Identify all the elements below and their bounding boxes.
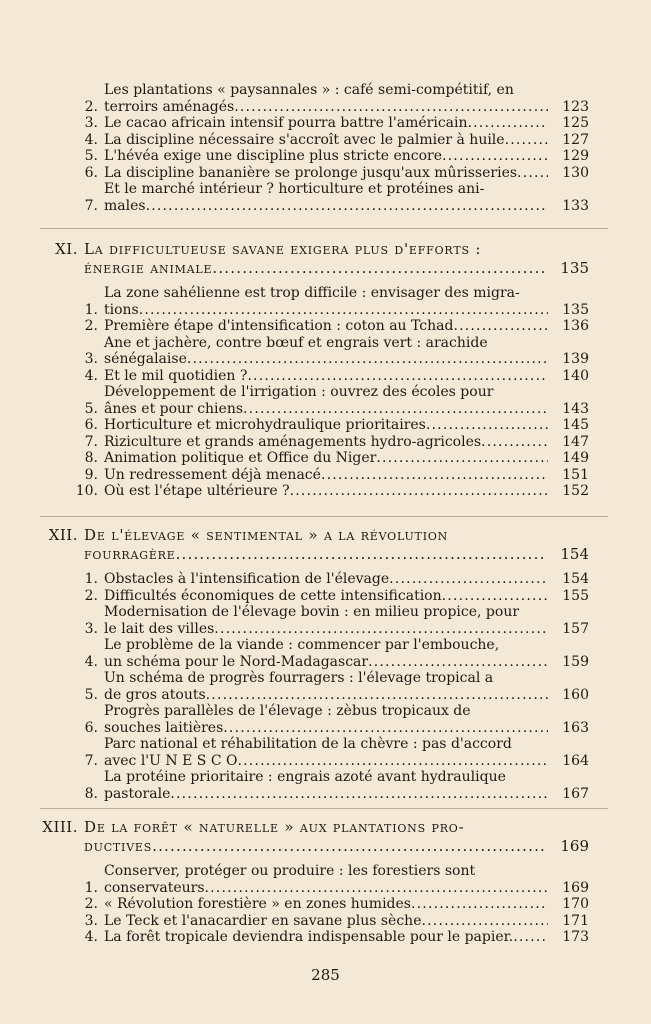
toc-entry-row [0, 115, 651, 132]
entry-number: 3. [84, 620, 98, 637]
chapter-title-line-2-text: énergie animale [84, 259, 213, 277]
toc-entry [0, 467, 651, 484]
chapter-page: 169 [560, 837, 589, 855]
entry-page: 170 [562, 896, 589, 912]
entry-line-1 [104, 896, 548, 913]
entry-line-2 [104, 351, 548, 368]
entry-page: 171 [562, 912, 589, 929]
entry-line-1-text: Et le mil quotidien ? [104, 367, 248, 384]
chapter-page: 154 [560, 545, 589, 563]
entry-line-1: Développement de l'irrigation : ouvrez des écoles pour [104, 384, 494, 400]
entry-text [104, 132, 548, 149]
toc-entry-row [0, 148, 651, 165]
toc-entry [0, 588, 651, 605]
toc-entry-row [0, 769, 651, 802]
toc-entry-row [0, 670, 651, 703]
dot-leader [237, 753, 548, 770]
entry-page: 135 [562, 301, 589, 318]
entry-text [104, 670, 548, 703]
dot-leader [206, 687, 548, 704]
entry-line-1 [104, 450, 548, 467]
dot-leader [421, 913, 548, 930]
entry-page: 155 [562, 587, 589, 604]
entry-number: 2. [84, 98, 98, 115]
toc-entry-row [0, 736, 651, 769]
entry-text [104, 450, 548, 467]
entry-page: 159 [562, 653, 589, 670]
dot-leader [411, 896, 548, 913]
entry-line-2-text: sénégalaise [104, 351, 187, 367]
entry-line-1-text: La forêt tropicale deviendra indispensable pour le papier. [104, 929, 514, 945]
toc-entry [0, 670, 651, 703]
toc-entry [0, 368, 651, 385]
entry-text [104, 181, 548, 214]
chapter-title-line-2 [84, 837, 546, 856]
entry-page: 143 [562, 400, 589, 417]
entry-line-1 [104, 165, 548, 182]
chapter-number: XIII. [42, 818, 78, 836]
entry-page: 130 [562, 164, 589, 181]
entry-line-2-text: tions [104, 301, 139, 318]
entry-page: 145 [562, 417, 589, 433]
toc-entry [0, 318, 651, 335]
chapter-heading-inner [0, 240, 651, 278]
entry-text [104, 335, 548, 368]
chapter-title-line-2-text: fourragère [84, 545, 176, 563]
toc-entry-row [0, 335, 651, 368]
entry-line-1 [104, 368, 548, 385]
entry-line-1-text: « Révolution forestière » en zones humides [104, 896, 411, 912]
entry-line-1 [104, 588, 548, 605]
entry-line-2-text: le lait des villes [104, 620, 215, 637]
toc-entry-row [0, 588, 651, 605]
entry-line-1-text: Première étape d'intensification : coton au Tchad [104, 318, 454, 334]
entry-number: 6. [84, 417, 98, 433]
entry-page: 127 [562, 131, 589, 148]
entry-page: 147 [562, 433, 589, 450]
dot-leader [234, 99, 548, 116]
entry-line-1: Les plantations « paysannales » : café semi-compétitif, en [104, 82, 514, 98]
toc-entry [0, 896, 651, 913]
entry-page: 136 [562, 318, 589, 334]
dot-leader [146, 198, 548, 215]
entry-line-1-text: L'hévéa exige une discipline plus stricte encore [104, 148, 442, 164]
entry-line-2-text: males [104, 197, 146, 214]
dot-leader [505, 132, 548, 149]
entry-line-2 [104, 621, 548, 638]
entry-line-1-text: Obstacles à l'intensification de l'élevage [104, 571, 390, 587]
toc-entry [0, 913, 651, 930]
entry-line-2-text: terroirs aménagés [104, 98, 235, 115]
toc-entry-row [0, 483, 651, 500]
entry-line-1 [104, 467, 548, 484]
entry-text [104, 318, 548, 335]
entry-page: 167 [562, 785, 589, 802]
toc-entry [0, 450, 651, 467]
dot-leader [442, 148, 548, 165]
dot-leader [176, 545, 546, 564]
entry-page: 133 [562, 197, 589, 214]
entry-line-2 [104, 880, 548, 897]
toc-entry-row [0, 368, 651, 385]
toc-entry-row [0, 82, 651, 115]
entry-number: 6. [84, 719, 98, 736]
entry-number: 7. [84, 197, 98, 214]
toc-entry [0, 637, 651, 670]
toc-entry [0, 703, 651, 736]
entry-text [104, 434, 548, 451]
entry-line-1 [104, 434, 548, 451]
toc-entry-row [0, 863, 651, 896]
toc-entry-row [0, 604, 651, 637]
toc-entry-row [0, 703, 651, 736]
toc-entry [0, 132, 651, 149]
entry-text [104, 863, 548, 896]
toc-entry-row [0, 896, 651, 913]
entry-number: 4. [84, 367, 98, 384]
chapter-title-line-1: De la forêt « naturelle » aux plantations pro- [84, 818, 465, 836]
entry-number: 3. [84, 912, 98, 929]
dot-leader [481, 434, 548, 451]
section-divider [40, 228, 608, 229]
entry-page: 125 [562, 115, 589, 131]
entry-line-2 [104, 401, 548, 418]
toc-entry [0, 285, 651, 318]
toc-entry [0, 384, 651, 417]
entry-page: 157 [562, 620, 589, 637]
entry-text [104, 368, 548, 385]
toc-entry-row [0, 165, 651, 182]
entry-page: 173 [562, 929, 589, 945]
dot-leader [139, 302, 548, 319]
entry-number: 10. [75, 483, 98, 499]
entry-text [104, 417, 548, 434]
entry-line-1 [104, 571, 548, 588]
chapter-title-line-2-text: ductives [84, 837, 153, 855]
entry-number: 5. [84, 400, 98, 417]
entry-number: 2. [84, 318, 98, 334]
dot-leader [513, 929, 548, 946]
toc-entry-row [0, 181, 651, 214]
entry-line-1-text: Où est l'étape ultérieure ? [104, 483, 290, 499]
entry-text [104, 384, 548, 417]
entry-line-2 [104, 720, 548, 737]
entry-text [104, 82, 548, 115]
entry-line-1: La zone sahélienne est trop difficile : envisager des migra- [104, 285, 520, 301]
chapter-title [84, 240, 546, 278]
toc-entry-row [0, 929, 651, 946]
entry-line-1-text: Riziculture et grands aménagements hydro-agricoles [104, 433, 482, 450]
entry-line-1 [104, 318, 548, 335]
entry-number: 5. [84, 686, 98, 703]
toc-entry-row [0, 417, 651, 434]
entry-page: 151 [562, 466, 589, 483]
entry-line-1-text: Un redressement déjà menacé [104, 466, 321, 483]
dot-leader [453, 318, 548, 335]
entry-line-2 [104, 99, 548, 116]
entry-line-1-text: Horticulture et microhydraulique prioritaires [104, 417, 426, 433]
entry-line-2-text: avec l'U N E S C O [104, 752, 238, 769]
dot-leader [223, 720, 548, 737]
entry-text [104, 588, 548, 605]
entry-page: 163 [562, 719, 589, 736]
entry-number: 3. [84, 351, 98, 367]
entry-number: 5. [84, 148, 98, 164]
entry-page: 169 [562, 879, 589, 896]
chapter-heading-inner [0, 526, 651, 564]
toc-entry-row [0, 913, 651, 930]
entry-page: 129 [562, 148, 589, 164]
dot-leader [212, 259, 546, 278]
entry-line-2 [104, 687, 548, 704]
entry-line-2-text: un schéma pour le Nord-Madagascar [104, 653, 369, 670]
entry-number: 4. [84, 131, 98, 148]
dot-leader [468, 115, 549, 132]
entry-line-2-text: ânes et pour chiens [104, 400, 244, 417]
section-divider [40, 808, 608, 809]
dot-leader [214, 621, 548, 638]
entry-line-1-text: La discipline bananière se prolonge jusqu'aux mûrisseries [104, 164, 518, 181]
dot-leader [152, 837, 546, 856]
toc-entry [0, 165, 651, 182]
entry-text [104, 913, 548, 930]
entry-line-1: Le problème de la viande : commencer par l'embouche, [104, 637, 500, 653]
toc-entry-row [0, 384, 651, 417]
dot-leader [368, 654, 548, 671]
entry-page: 152 [562, 483, 589, 499]
entry-page: 154 [562, 571, 589, 587]
toc-entry-row [0, 450, 651, 467]
toc-entry [0, 115, 651, 132]
entry-line-1-text: Animation politique et Office du Niger [104, 450, 377, 466]
toc-entry [0, 417, 651, 434]
toc-entry [0, 434, 651, 451]
entry-page: 123 [562, 98, 589, 115]
entry-number: 2. [84, 896, 98, 912]
toc-entry-row [0, 132, 651, 149]
toc-entry [0, 82, 651, 115]
toc-entry [0, 604, 651, 637]
toc-entry [0, 929, 651, 946]
toc-entry-row [0, 571, 651, 588]
entry-number: 1. [84, 301, 98, 318]
entry-text [104, 165, 548, 182]
entry-page: 160 [562, 686, 589, 703]
chapter-title [84, 818, 546, 856]
entry-number: 2. [84, 587, 98, 604]
entry-text [104, 285, 548, 318]
entry-line-2-text: souches laitières [104, 719, 224, 736]
entry-number: 4. [84, 653, 98, 670]
dot-leader [243, 401, 548, 418]
chapter-number: XI. [55, 240, 78, 258]
entry-line-1-text: Le cacao africain intensif pourra battre l'américain [104, 115, 468, 131]
entry-number: 8. [84, 450, 98, 466]
chapter-title-line-1: De l'élevage « sentimental » a la révolution [84, 526, 449, 544]
entry-line-1 [104, 115, 548, 132]
entry-number: 4. [84, 929, 98, 945]
entry-line-1 [104, 148, 548, 165]
dot-leader [426, 417, 548, 434]
chapter-number: XII. [48, 526, 78, 544]
entry-number: 6. [84, 164, 98, 181]
entry-text [104, 896, 548, 913]
entry-line-1: Parc national et réhabilitation de la chèvre : pas d'accord [104, 736, 512, 752]
entry-line-1-text: Le Teck et l'anacardier en savane plus sèche [104, 912, 422, 929]
dot-leader [321, 467, 548, 484]
toc-entry-row [0, 467, 651, 484]
entry-text [104, 483, 548, 500]
entry-text [104, 769, 548, 802]
chapter-heading [0, 240, 651, 278]
entry-number: 7. [84, 433, 98, 450]
entry-text [104, 604, 548, 637]
toc-entry-row [0, 318, 651, 335]
chapter-title-line-1: La difficultueuse savane exigera plus d'efforts : [84, 240, 482, 258]
toc-entry [0, 483, 651, 500]
toc-entry [0, 863, 651, 896]
page-number: 285 [311, 966, 340, 984]
entry-number: 1. [84, 879, 98, 896]
toc-entry-row [0, 637, 651, 670]
dot-leader [247, 368, 548, 385]
entry-line-1: Progrès parallèles de l'élevage : zèbus tropicaux de [104, 703, 471, 719]
dot-leader [205, 880, 548, 897]
entry-line-1-text: Difficultés économiques de cette intensification [104, 587, 442, 604]
entry-number: 1. [84, 571, 98, 587]
toc-entry [0, 769, 651, 802]
toc-entry [0, 148, 651, 165]
entry-line-2-text: de gros atouts [104, 686, 206, 703]
section-divider [40, 516, 608, 517]
dot-leader [517, 165, 548, 182]
entry-line-2 [104, 302, 548, 319]
entry-text [104, 637, 548, 670]
entry-line-1: La protéine prioritaire : engrais azoté avant hydraulique [104, 769, 506, 785]
entry-line-1 [104, 929, 548, 946]
dot-leader [290, 483, 548, 500]
toc-entry-row [0, 285, 651, 318]
toc-entry [0, 736, 651, 769]
entry-line-1: Modernisation de l'élevage bovin : en milieu propice, pour [104, 604, 520, 620]
chapter-heading-inner [0, 818, 651, 856]
entry-text [104, 115, 548, 132]
toc-entry [0, 571, 651, 588]
entry-line-2 [104, 198, 548, 215]
entry-line-2 [104, 654, 548, 671]
chapter-title-line-2 [84, 259, 546, 278]
entry-page: 149 [562, 450, 589, 466]
entry-text [104, 929, 548, 946]
dot-leader [376, 450, 548, 467]
entry-line-1 [104, 132, 548, 149]
entry-page: 164 [562, 752, 589, 769]
entry-number: 3. [84, 115, 98, 131]
entry-line-1 [104, 913, 548, 930]
entry-line-1: Et le marché intérieur ? horticulture et protéines ani- [104, 181, 485, 197]
entry-line-1: Conserver, protéger ou produire : les forestiers sont [104, 863, 476, 879]
toc-entry [0, 335, 651, 368]
chapter-heading [0, 818, 651, 856]
entry-line-2-text: pastorale [104, 785, 171, 802]
entry-number: 7. [84, 752, 98, 769]
toc-entry-row [0, 434, 651, 451]
entry-page: 140 [562, 367, 589, 384]
entry-text [104, 467, 548, 484]
chapter-title [84, 526, 546, 564]
entry-text [104, 703, 548, 736]
entry-text [104, 736, 548, 769]
entry-line-2 [104, 786, 548, 803]
entry-number: 8. [84, 785, 98, 802]
entry-line-1 [104, 483, 548, 500]
entry-text [104, 148, 548, 165]
dot-leader [442, 588, 548, 605]
entry-line-1: Un schéma de progrès fourragers : l'élevage tropical a [104, 670, 494, 686]
chapter-page: 135 [560, 259, 589, 277]
entry-line-1-text: La discipline nécessaire s'accroît avec le palmier à huile [104, 131, 505, 148]
dot-leader [389, 571, 548, 588]
entry-line-2 [104, 753, 548, 770]
entry-text [104, 571, 548, 588]
entry-line-1 [104, 417, 548, 434]
toc-entry [0, 181, 651, 214]
chapter-title-line-2 [84, 545, 546, 564]
entry-page: 139 [562, 351, 589, 367]
entry-line-1: Ane et jachère, contre bœuf et engrais vert : arachide [104, 334, 488, 351]
chapter-heading [0, 526, 651, 564]
entry-number: 9. [84, 466, 98, 483]
dot-leader [187, 351, 548, 368]
entry-line-2-text: conservateurs [104, 879, 205, 896]
dot-leader [170, 786, 548, 803]
